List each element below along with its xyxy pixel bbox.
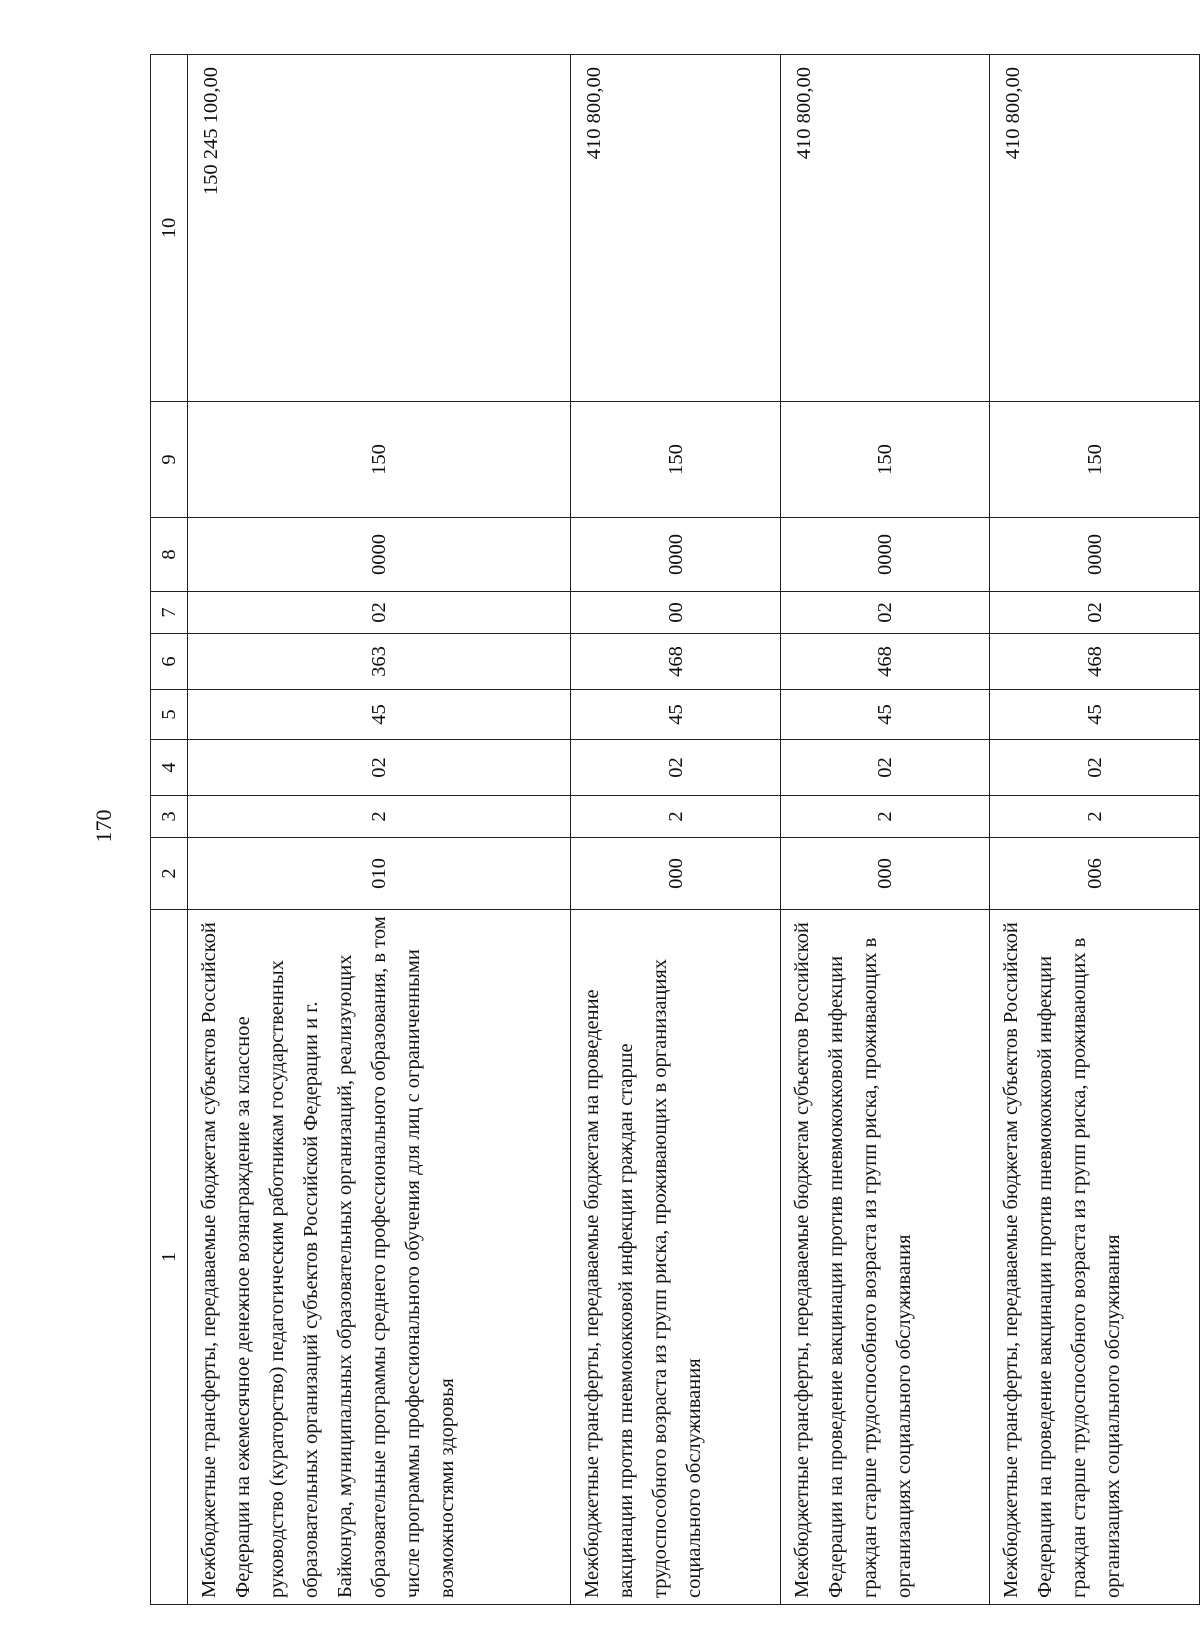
- table-row: [780, 55, 990, 1605]
- code-cell: 150: [990, 402, 1200, 518]
- code-cell: 2: [187, 796, 571, 838]
- amount-cell: 410 800,00: [571, 55, 781, 402]
- code-cell: 0000: [780, 518, 990, 592]
- column-header: 1: [151, 910, 188, 1605]
- amount-cell: 150 245 100,00: [187, 55, 571, 402]
- column-header: 10: [151, 55, 188, 402]
- code-cell: 150: [571, 402, 781, 518]
- column-header: 7: [151, 592, 188, 634]
- page-number: 170: [91, 809, 116, 843]
- code-cell: 02: [187, 592, 571, 634]
- code-cell: 150: [780, 402, 990, 518]
- amount-cell: 410 800,00: [780, 55, 990, 402]
- code-cell: 000: [571, 838, 781, 910]
- code-cell: 468: [571, 634, 781, 690]
- row-description: Межбюджетные трансферты, передаваемые бюджетам субъектов Российской Федерации на ежемесячное денежное вознаграждение за классное руководство (кураторство) педагогическим работникам государственных образовательных организаций субъектов Российской Федерации и г. Байконура, муниципальных образовательных организаций, реализующих образовательные программы среднего профессионального образования, в том числе программы профессионального обучения для лиц с ограниченными возможностями здоровья: [187, 910, 571, 1605]
- code-cell: 02: [990, 740, 1200, 796]
- code-cell: 45: [571, 690, 781, 740]
- code-cell: 010: [187, 838, 571, 910]
- code-cell: 02: [187, 740, 571, 796]
- code-cell: 02: [780, 740, 990, 796]
- code-cell: 45: [780, 690, 990, 740]
- column-header: 8: [151, 518, 188, 592]
- table-header-row: [151, 55, 188, 1605]
- code-cell: 006: [990, 838, 1200, 910]
- row-description: Межбюджетные трансферты, передаваемые бюджетам субъектов Российской Федерации на проведение вакцинации против пневмококковой инфекции граждан старше трудоспособного возраста из групп риска, проживающих в организациях социального обслуживания: [780, 910, 990, 1605]
- column-header: 2: [151, 838, 188, 910]
- row-description: Межбюджетные трансферты, передаваемые бюджетам субъектов Российской Федерации на проведение вакцинации против пневмококковой инфекции граждан старше трудоспособного возраста из групп риска, проживающих в организациях социального обслуживания: [990, 910, 1200, 1605]
- amount-cell: 410 800,00: [990, 55, 1200, 402]
- table-row: [571, 55, 781, 1605]
- code-cell: 02: [990, 592, 1200, 634]
- table-row: [187, 55, 571, 1605]
- table-row: [990, 55, 1200, 1605]
- code-cell: 2: [571, 796, 781, 838]
- code-cell: 0000: [990, 518, 1200, 592]
- code-cell: 468: [990, 634, 1200, 690]
- code-cell: 2: [780, 796, 990, 838]
- budget-table: [150, 54, 1200, 1605]
- code-cell: 363: [187, 634, 571, 690]
- rotated-table-sheet: [150, 55, 1200, 1605]
- code-cell: 0000: [187, 518, 571, 592]
- code-cell: 0000: [571, 518, 781, 592]
- column-header: 5: [151, 690, 188, 740]
- code-cell: 000: [780, 838, 990, 910]
- column-header: 6: [151, 634, 188, 690]
- code-cell: 45: [187, 690, 571, 740]
- code-cell: 02: [780, 592, 990, 634]
- code-cell: 468: [780, 634, 990, 690]
- code-cell: 02: [571, 740, 781, 796]
- column-header: 3: [151, 796, 188, 838]
- code-cell: 45: [990, 690, 1200, 740]
- code-cell: 2: [990, 796, 1200, 838]
- code-cell: 150: [187, 402, 571, 518]
- column-header: 4: [151, 740, 188, 796]
- row-description: Межбюджетные трансферты, передаваемые бюджетам на проведение вакцинации против пневмококковой инфекции граждан старше трудоспособного возраста из групп риска, проживающих в организациях социального обслуживания: [571, 910, 781, 1605]
- column-header: 9: [151, 402, 188, 518]
- code-cell: 00: [571, 592, 781, 634]
